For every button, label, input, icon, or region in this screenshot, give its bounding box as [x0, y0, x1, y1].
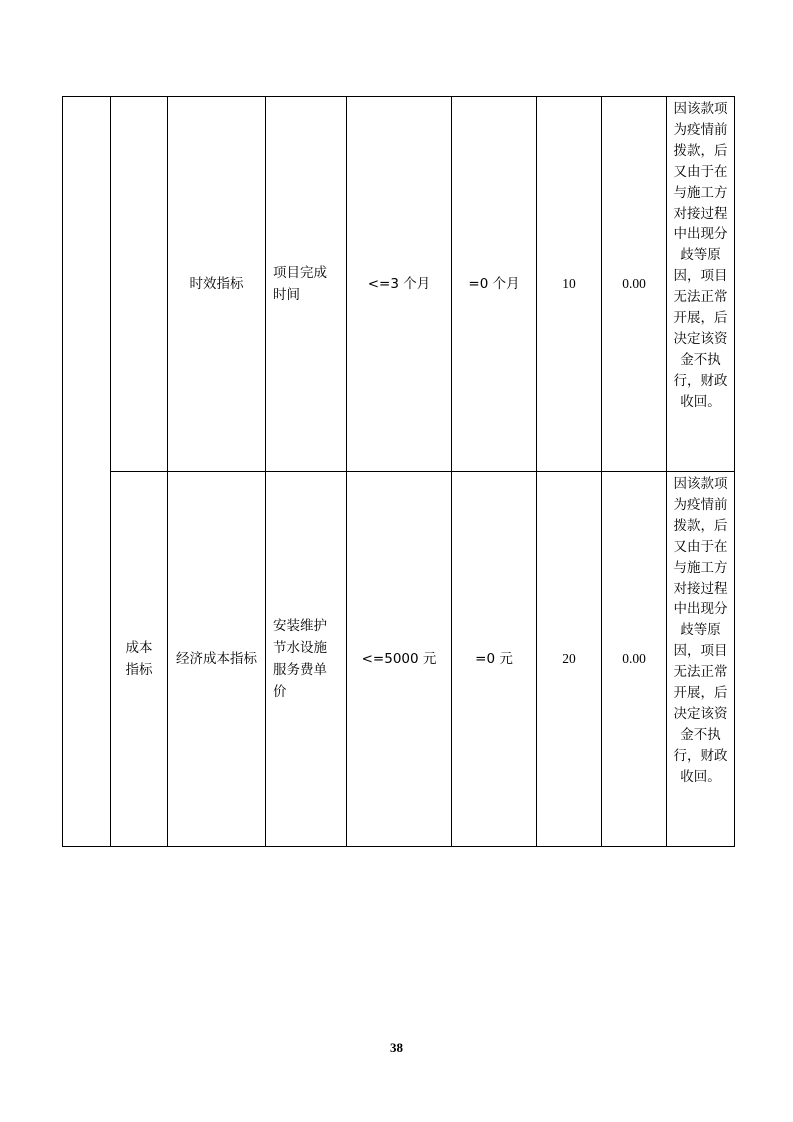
indicator-name-cell: 安装维护节水设施服务费单价 — [266, 472, 347, 847]
target-value-cell: <=5000 元 — [347, 472, 452, 847]
page-number: 38 — [390, 1040, 403, 1055]
sub-category-cell — [111, 97, 168, 472]
indicator-name-cell: 项目完成时间 — [266, 97, 347, 472]
table-row — [63, 472, 735, 847]
weight-cell: 10 — [537, 97, 602, 472]
score-cell: 0.00 — [602, 472, 667, 847]
weight-cell: 20 — [537, 472, 602, 847]
note-cell — [667, 97, 735, 472]
sub-category-cell: 成本指标 — [111, 472, 168, 847]
category-cell — [63, 97, 111, 847]
note-cell — [667, 472, 735, 847]
indicator-type-cell: 经济成本指标 — [168, 472, 266, 847]
actual-value-cell: =0 元 — [452, 472, 537, 847]
performance-table — [62, 96, 735, 847]
note-text: 因该款项为疫情前拨款，后又由于在与施工方对接过程中出现分歧等原因，项目无法正常开展，后决定该资金不执行，财政收回。 — [673, 476, 728, 785]
target-value-cell: <=3 个月 — [347, 97, 452, 472]
score-cell: 0.00 — [602, 97, 667, 472]
indicator-type-cell: 时效指标 — [168, 97, 266, 472]
note-text: 因该款项为疫情前拨款，后又由于在与施工方对接过程中出现分歧等原因，项目无法正常开展，后决定该资金不执行，财政收回。 — [673, 101, 728, 410]
actual-value-cell: =0 个月 — [452, 97, 537, 472]
table-row — [63, 97, 735, 472]
